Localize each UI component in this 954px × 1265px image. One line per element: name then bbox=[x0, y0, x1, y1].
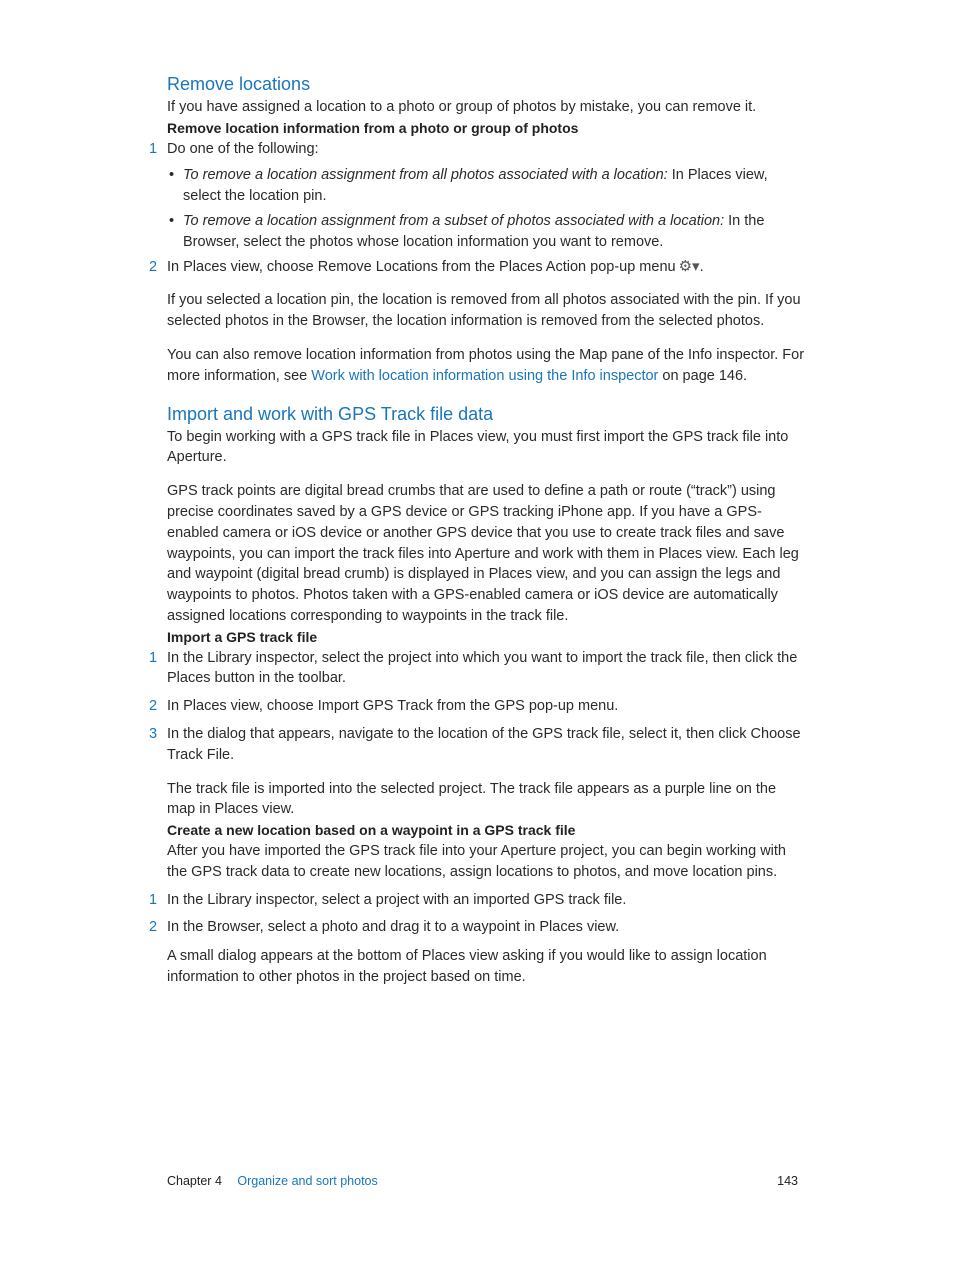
task-heading: Remove location information from a photo or group of photos bbox=[167, 119, 579, 136]
step-text: In the Library inspector, select the project into which you want to import the track file, then click the Places button in the toolbar. bbox=[167, 649, 798, 687]
paragraph: A small dialog appears at the bottom of Places view asking if you would like to assign location information to other photos in the project based on time. bbox=[167, 948, 767, 985]
step-2 bbox=[149, 257, 807, 278]
step-text: Do one of the following: bbox=[167, 140, 319, 157]
footer-chapter-title-link[interactable]: Organize and sort photos bbox=[237, 1174, 378, 1188]
page-content bbox=[149, 73, 807, 988]
step-text: In Places view, choose Import GPS Track from the GPS pop-up menu. bbox=[167, 698, 619, 715]
step-1 bbox=[149, 648, 807, 690]
paragraph: GPS track points are digital bread crumbs that are used to define a path or route (“track”) using precise coordinates saved by a GPS device or GPS tracking iPhone app. If you have a GPS-enabled camera or iOS device or another GPS device that you use to create track files and save waypoints, you can import the track files into Aperture and work with them in Places view. Each leg and waypoint (digital bread crumb) is displayed in Places view, and you can assign the legs and waypoints to photos. Photos taken with a GPS-enabled camera or iOS device are automatically assigned locations corresponding to waypoints in the track file. bbox=[167, 483, 799, 624]
step-end: . bbox=[699, 258, 704, 275]
step-text: In the dialog that appears, navigate to the location of the GPS track file, select it, then click Choose Track File. bbox=[167, 725, 801, 763]
section-intro: To begin working with a GPS track file in Places view, you must first import the GPS track file into Aperture. bbox=[167, 428, 789, 466]
paragraph-with-link bbox=[167, 345, 807, 387]
step-number: 2 bbox=[149, 919, 158, 936]
step-3 bbox=[149, 724, 807, 766]
italic-lead: To remove a location assignment from a subset of photos associated with a location: bbox=[183, 212, 725, 229]
paragraph: If you selected a location pin, the location is removed from all photos associated with the pin. If you selected photos in the Browser, the location information is removed from the selected photos. bbox=[167, 292, 801, 330]
step-1 bbox=[149, 890, 807, 911]
step-number: 1 bbox=[149, 891, 158, 908]
bullet-mark: • bbox=[169, 167, 175, 184]
step-text: In the Library inspector, select a project with an imported GPS track file. bbox=[167, 891, 627, 908]
step-number: 1 bbox=[149, 140, 158, 157]
footer-chapter: Chapter 4 bbox=[167, 1174, 222, 1188]
paragraph-text: on page 146. bbox=[658, 367, 748, 384]
page-footer bbox=[167, 1173, 798, 1189]
bullet-list bbox=[167, 165, 807, 252]
step-1 bbox=[149, 139, 807, 160]
page-number: 143 bbox=[777, 1174, 798, 1188]
gear-icon: ⚙▾ bbox=[678, 257, 700, 275]
step-number: 2 bbox=[149, 698, 158, 715]
step-number: 1 bbox=[149, 649, 158, 666]
bullet-text: In the Browser, select the photos whose location information you want to remove. bbox=[183, 212, 765, 250]
bullet-mark: • bbox=[169, 212, 175, 229]
section-heading-gps-track: Import and work with GPS Track file data bbox=[167, 403, 494, 424]
task-heading: Create a new location based on a waypoint in a GPS track file bbox=[167, 822, 576, 839]
step-number: 2 bbox=[149, 258, 158, 275]
step-text: In Places view, choose Remove Locations from the Places Action pop-up menu bbox=[167, 258, 676, 275]
list-item bbox=[167, 165, 807, 207]
step-2 bbox=[149, 696, 807, 717]
paragraph: The track file is imported into the selected project. The track file appears as a purple line on the map in Places view. bbox=[167, 780, 777, 818]
paragraph-text: You can also remove location information from photos using the Map pane of the Info inspector. For more information, see bbox=[167, 346, 805, 384]
italic-lead: To remove a location assignment from all photos associated with a location: bbox=[183, 167, 668, 184]
cross-reference-link[interactable]: Work with location information using the Info inspector bbox=[311, 367, 659, 384]
step-number: 3 bbox=[149, 725, 158, 742]
task-heading: Import a GPS track file bbox=[167, 628, 318, 645]
bullet-text: In Places view, select the location pin. bbox=[183, 167, 768, 205]
paragraph: After you have imported the GPS track file into your Aperture project, you can begin working with the GPS track data to create new locations, assign locations to photos, and move location pins. bbox=[167, 842, 786, 880]
list-item bbox=[167, 211, 807, 253]
step-text: In the Browser, select a photo and drag it to a waypoint in Places view. bbox=[167, 919, 620, 936]
section-heading-remove-locations: Remove locations bbox=[167, 74, 311, 94]
section-intro: If you have assigned a location to a photo or group of photos by mistake, you can remove it. bbox=[167, 99, 757, 115]
step-2 bbox=[149, 917, 807, 938]
